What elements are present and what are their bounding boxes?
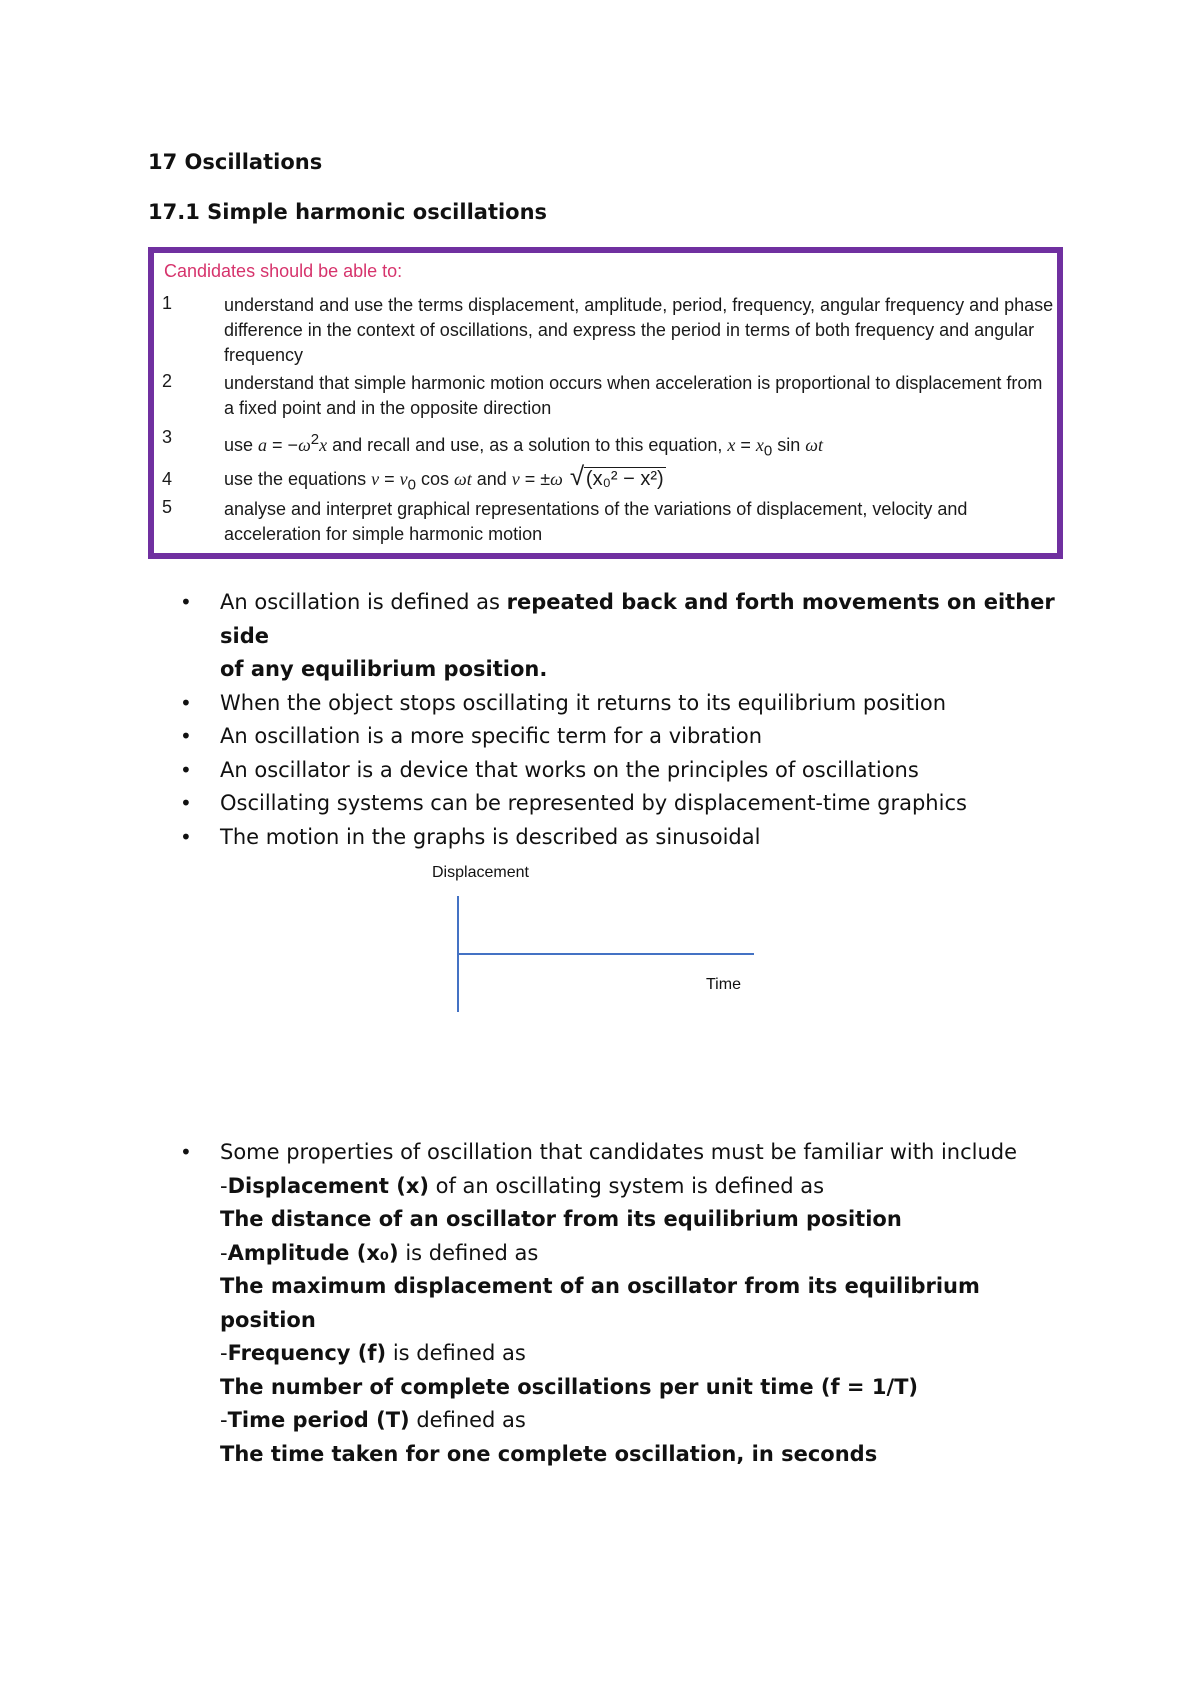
square-root-expression: √ (x₀² − x²): [569, 461, 664, 491]
syllabus-item-3: use $a = -\omega^2x$ and recall and use, as a solution to this equation, $x = x_0$ sin ωt: [224, 431, 823, 460]
chapter-title: 17 Oscillations: [148, 150, 323, 174]
bullet-icon: •: [180, 590, 192, 614]
bullet-icon: •: [180, 690, 192, 715]
syllabus-item-4: use the equations $v = v_0$ cos ωt and v = ±ω √ (x₀² − x²): [224, 461, 664, 494]
list-item: • An oscillation is a more specific term for a vibration: [180, 720, 1080, 754]
y-axis-label: Displacement: [432, 864, 529, 881]
list-item: • Oscillating systems can be represented by displacement-time graphics: [180, 787, 1080, 821]
list-item: • An oscillation is defined as repeated back and forth movements on either side of any equilibrium position.: [180, 586, 1080, 687]
definition-frequency: The number of complete oscillations per unit time (f = 1/T): [220, 1374, 919, 1399]
section-title: 17.1 Simple harmonic oscillations: [148, 200, 548, 224]
property-frequency: -Frequency (f) is defined as: [220, 1341, 526, 1365]
syllabus-item-2: understand that simple harmonic motion occurs when acceleration is proportional to displacement from a fixed point and in the opposite direction: [224, 373, 1043, 418]
property-time-period: -Time period (T) defined as: [220, 1408, 526, 1432]
list-item: • When the object stops oscillating it returns to its equilibrium position: [180, 687, 1080, 721]
syllabus-item-5: analyse and interpret graphical representations of the variations of displacement, velocity and acceleration for simple harmonic motion: [224, 499, 968, 544]
bullet-icon: •: [180, 724, 192, 748]
syllabus-heading: Candidates should be able to:: [164, 261, 403, 281]
item-number: 2: [162, 371, 173, 391]
syllabus-item-1: understand and use the terms displacement, amplitude, period, frequency, angular frequency and phase difference in the context of oscillations, and express the period in terms of both frequency and angular frequency: [224, 295, 1054, 365]
item-number: 5: [162, 497, 173, 517]
bullet-icon: •: [180, 757, 192, 782]
x-axis-label: Time: [706, 976, 741, 993]
bullet-list: [180, 586, 1080, 854]
bullet-icon: •: [180, 791, 192, 815]
bullet-icon: •: [180, 824, 192, 849]
syllabus-box: [148, 247, 1063, 559]
item-number: 1: [162, 293, 173, 313]
properties-list: [180, 1136, 1080, 1471]
property-displacement: -Displacement (x) of an oscillating system is defined as: [220, 1173, 825, 1198]
bullet-icon: •: [180, 1140, 192, 1164]
definition-displacement: The distance of an oscillator from its equilibrium position: [220, 1207, 902, 1231]
list-item: • The motion in the graphs is described as sinusoidal: [180, 821, 1080, 855]
property-amplitude: -Amplitude (x₀) is defined as: [220, 1240, 539, 1265]
item-number: 3: [162, 427, 173, 447]
list-item: • An oscillator is a device that works on the principles of oscillations: [180, 754, 1080, 788]
definition-amplitude: The maximum displacement of an oscillator from its equilibrium position: [220, 1274, 980, 1332]
definition-time-period: The time taken for one complete oscillation, in seconds: [220, 1441, 878, 1466]
item-number: 4: [162, 469, 173, 489]
list-item: • Some properties of oscillation that candidates must be familiar with include: [180, 1136, 1080, 1170]
